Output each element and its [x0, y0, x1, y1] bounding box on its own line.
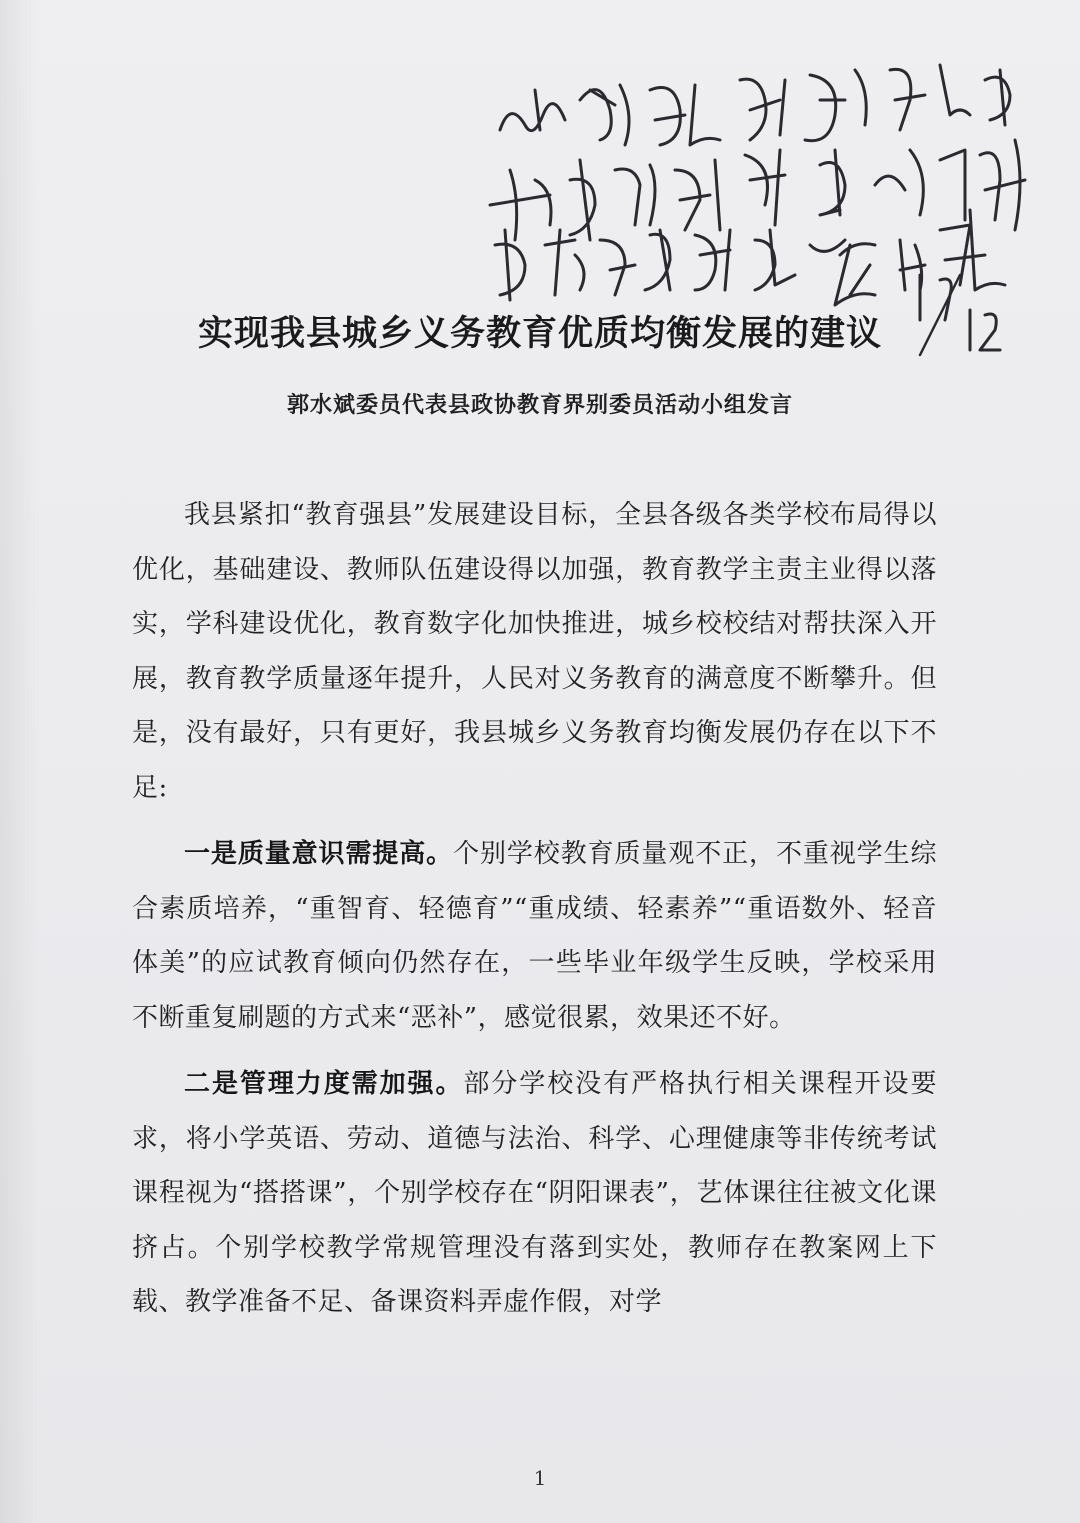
paragraph-text: 个别学校教育质量观不正，不重视学生综合素质培养，“重智育、轻德育”“重成绩、轻素养”“重语数外、轻音体美”的应试教育倾向仍然存在，一些毕业年级学生反映，学校采用不断重复刷题的方式来“恶补”，感觉很累，效果还不好。: [132, 839, 937, 1033]
paragraph-lead: 一是质量意识需提高。: [184, 839, 454, 869]
document-body: [132, 488, 937, 1330]
document-title: 实现我县城乡义务教育优质均衡发展的建议: [197, 313, 882, 354]
page-number: 1: [533, 1466, 547, 1490]
paragraph-text: 部分学校没有严格执行相关课程开设要求，将小学英语、劳动、道德与法治、科学、心理健康等非传统考试课程视为“搭搭课”，个别学校存在“阴阳课表”，艺体课往往被文化课挤占。个别学校教学常规管理没有落到实处，教师存在教案网上下载、教学准备不足、备课资料弄虚作假，对学: [132, 1069, 937, 1317]
paragraph-lead: 二是管理力度需加强。: [184, 1069, 464, 1099]
paragraph-intro: [132, 488, 937, 815]
paragraph-quality: [132, 827, 937, 1045]
paragraph-text: 我县紧扣“教育强县”发展建设目标，全县各级各类学校布局得以优化，基础建设、教师队伍建设得以加强，教育教学主责主业得以落实，学科建设优化，教育数字化加快推进，城乡校校结对帮扶深入开展，教育教学质量逐年提升，人民对义务教育的满意度不断攀升。但是，没有最好，只有更好，我县城乡义务教育均衡发展仍存在以下不足:: [132, 500, 937, 803]
document-subtitle: 郭水斌委员代表县政协教育界别委员活动小组发言: [286, 392, 793, 418]
paragraph-management: [132, 1057, 937, 1330]
page-edge-shadow: [0, 0, 40, 1523]
